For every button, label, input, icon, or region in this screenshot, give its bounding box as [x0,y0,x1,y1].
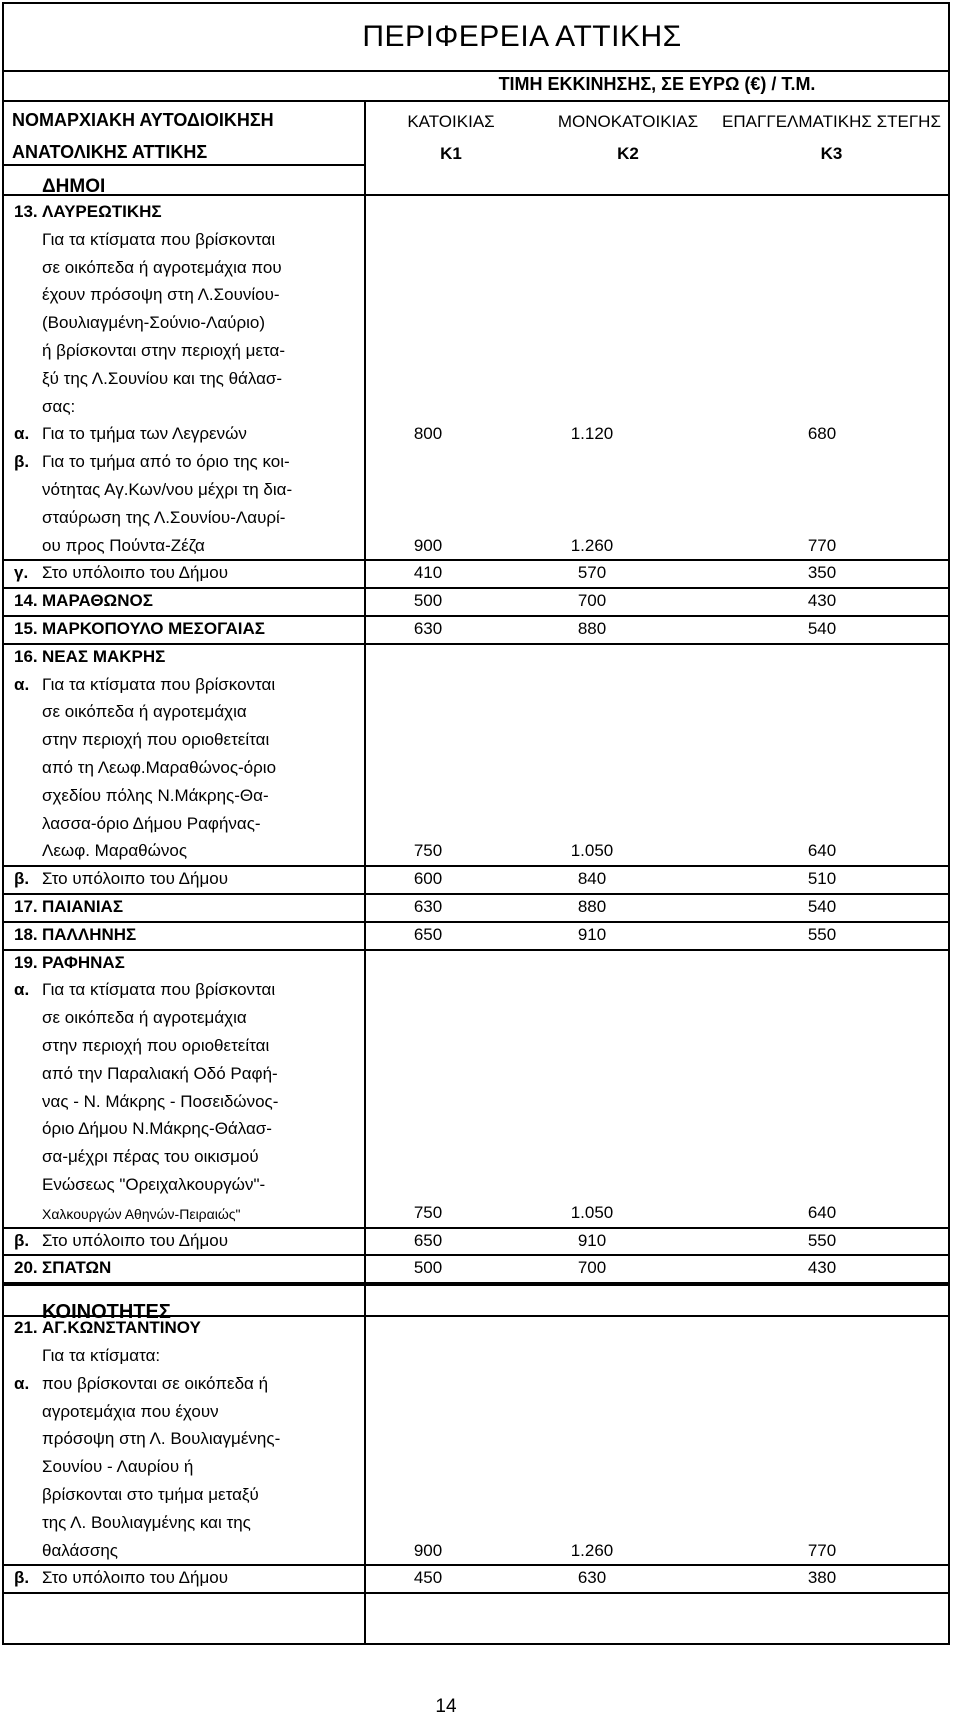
row-label: 18. [14,924,38,944]
row-label: α. [14,674,30,694]
row-description: αγροτεμάχια που έχουν [42,1401,219,1421]
value-k1: 600 [413,869,443,889]
row-description: (Βουλιαγμένη-Σούνιο-Λαύριο) [42,313,266,333]
row-description: θαλάσσης [42,1540,118,1560]
value-k1: 650 [413,1230,443,1250]
row-description: έχουν πρόσοψη στη Λ.Σουνίου- [42,285,280,305]
row-description: ΠΑΙΑΝΙΑΣ [42,897,124,916]
row-divider [4,865,950,867]
row-description: ΑΓ.ΚΩΝΣΤΑΝΤΙΝΟΥ [42,1318,201,1338]
table-subtitle: ΤΙΜΗ ΕΚΚΙΝΗΣΗΣ, ΣΕ ΕΥΡΩ (€) / Τ.Μ. [498,74,816,94]
row-description: ου προς Πούντα-Ζέζα [42,535,205,555]
row-description: Για τα κτίσματα: [42,1346,161,1365]
row-label: β. [14,1230,30,1250]
row-description: ΣΠΑΤΩΝ [42,1258,112,1278]
row-description: σχεδίου πόλης Ν.Μάκρης-Θα- [42,785,269,805]
value-k3: 430 [807,591,837,611]
value-k1: 750 [413,1202,443,1222]
row-description: ΜΑΡΑΘΩΝΟΣ [42,591,153,611]
column-header-k2: ΜΟΝΟΚΑΤΟΙΚΙΑΣ [557,112,699,131]
row-description: ΛΑΥΡΕΩΤΙΚΗΣ [42,202,162,221]
value-k2: 570 [577,563,607,583]
row-label: β. [14,1568,30,1588]
row-divider [4,1315,950,1317]
row-description: της Λ. Βουλιαγμένης και της [42,1512,251,1532]
row-description: σε οικόπεδα ή αγροτεμάχια [42,702,247,722]
row-description: Για τα κτίσματα που βρίσκονται [42,674,276,694]
row-description: από τη Λεωφ.Μαραθώνος-όριο [42,758,277,777]
region-heading-line2: ΑΝΑΤΟΛΙΚΗΣ ΑΤΤΙΚΗΣ [12,142,208,162]
row-label: α. [14,424,30,444]
value-k1: 630 [413,619,443,638]
row-description: Σουνίου - Λαυρίου ή [42,1457,194,1477]
value-k3: 550 [807,924,837,944]
value-k2: 700 [577,591,607,611]
value-k2: 1.050 [570,1202,614,1222]
value-k2: 910 [577,1230,607,1250]
row-label: 14. [14,591,38,611]
row-label: 15. [14,619,38,638]
row-description: νότητας Αγ.Κων/νου μέχρι τη δια- [42,480,293,499]
row-description: Στο υπόλοιπο του Δήμου [42,869,229,889]
row-label: 19. [14,952,38,972]
row-label: 17. [14,897,38,916]
value-k2: 1.120 [570,424,614,444]
row-label: α. [14,1373,30,1393]
value-k3: 550 [807,1230,837,1250]
row-description: ΝΕΑΣ ΜΑΚΡΗΣ [42,646,166,666]
value-k3: 430 [807,1258,837,1278]
row-label: 20. [14,1258,38,1278]
row-description: Για τα κτίσματα που βρίσκονται [42,980,276,1000]
row-divider [4,559,950,561]
value-k3: 770 [807,535,837,555]
row-description: ΠΑΛΛΗΝΗΣ [42,924,137,944]
value-k3: 540 [807,897,837,916]
row-description: ξύ της Λ.Σουνίου και της θάλασ- [42,368,283,388]
value-k2: 880 [577,897,607,916]
row-description: σας: [42,396,76,416]
row-description: βρίσκονται στο τμήμα μεταξύ [42,1485,259,1504]
value-k3: 540 [807,619,837,638]
row-description: στην περιοχή που οριοθετείται [42,730,270,750]
row-label: 21. [14,1318,38,1338]
row-label: 13. [14,202,38,221]
row-description: σε οικόπεδα ή αγροτεμάχια [42,1008,247,1028]
row-divider [4,194,950,196]
column-code-k1: Κ1 [440,144,462,163]
table-grid [4,4,950,1645]
row-description: Στο υπόλοιπο του Δήμου [42,1568,229,1588]
value-k1: 750 [413,841,443,861]
row-divider [4,100,950,102]
row-label: β. [14,452,30,472]
value-k2: 1.050 [570,841,614,861]
value-k1: 630 [413,897,443,916]
row-divider [4,1564,950,1566]
row-description: σε οικόπεδα ή αγροτεμάχια που [42,257,282,277]
page-title: ΠΕΡΙΦΕΡΕΙΑ ΑΤΤΙΚΗΣ [362,20,682,53]
value-k3: 510 [807,869,837,889]
row-description: από την Παραλιακή Οδό Ραφή- [42,1063,278,1083]
row-description: όριο Δήμου Ν.Μάκρης-Θάλασ- [42,1119,272,1139]
value-k1: 410 [413,563,443,583]
row-divider [4,1227,950,1229]
value-k1: 800 [413,424,443,444]
section-heading-koinotites: ΚΟΙΝΟΤΗΤΕΣ [42,1301,171,1323]
page-number: 14 [435,1696,457,1717]
row-divider [4,615,950,617]
column-header-k3: ΕΠΑΓΓΕΛΜΑΤΙΚΗΣ ΣΤΕΓΗΣ [722,112,941,131]
row-divider [4,1254,950,1256]
column-header-k1: ΚΑΤΟΙΚΙΑΣ [407,112,495,131]
value-k2: 1.260 [570,1540,614,1560]
column-code-k2: Κ2 [617,144,639,163]
value-k3: 640 [807,1202,837,1222]
value-k3: 680 [807,424,837,444]
value-k1: 900 [413,1540,443,1560]
row-description: νας - Ν. Μάκρης - Ποσειδώνος- [42,1091,279,1111]
value-k2: 630 [577,1568,607,1588]
row-description: Λεωφ. Μαραθώνος [42,841,188,861]
row-label: γ. [14,563,29,583]
value-k1: 500 [413,591,443,611]
row-description: ή βρίσκονται στην περιοχή μετα- [42,341,286,360]
value-k3: 350 [807,563,837,583]
row-divider [4,1284,950,1286]
column-divider [364,100,366,1645]
row-label: 16. [14,646,38,666]
row-divider [4,587,950,589]
row-description: σταύρωση της Λ.Σουνίου-Λαυρί- [42,507,286,527]
row-description: ΡΑΦΗΝΑΣ [42,952,125,972]
value-k3: 770 [807,1540,837,1560]
row-description: Για το τμήμα των Λεγρενών [42,424,247,444]
column-code-k3: Κ3 [820,144,843,163]
row-label: α. [14,980,30,1000]
row-divider [4,1592,950,1594]
value-k1: 650 [413,924,443,944]
value-k1: 500 [413,1258,443,1278]
value-k2: 1.260 [570,535,614,555]
value-k3: 640 [807,841,837,861]
row-description: Για το τμήμα από το όριο της κοι- [42,452,290,472]
row-divider [4,643,950,645]
row-description: πρόσοψη στη Λ. Βουλιαγμένης- [42,1429,281,1449]
row-description: ΜΑΡΚΟΠΟΥΛΟ ΜΕΣΟΓΑΙΑΣ [42,619,265,638]
row-description: σα-μέχρι πέρας του οικισμού [42,1147,259,1167]
row-divider [4,164,364,166]
row-description: Ενώσεως "Ορειχαλκουργών"- [42,1175,266,1194]
row-description: Στο υπόλοιπο του Δήμου [42,1230,229,1250]
row-description: Για τα κτίσματα που βρίσκονται [42,229,276,249]
row-divider [4,949,950,951]
region-heading-line1: ΝΟΜΑΡΧΙΑΚΗ ΑΥΤΟΔΙΟΙΚΗΣΗ [12,110,274,130]
row-description: Στο υπόλοιπο του Δήμου [42,563,229,583]
row-description: Χαλκουργών Αθηνών-Πειραιώς" [42,1205,241,1222]
price-table-sheet [2,2,950,1645]
row-description: στην περιοχή που οριοθετείται [42,1036,270,1055]
section-heading-dimoi: ΔΗΜΟΙ [42,176,106,197]
row-description: που βρίσκονται σε οικόπεδα ή [42,1373,269,1393]
value-k2: 840 [577,869,607,889]
value-k2: 880 [577,619,607,638]
value-k2: 910 [577,924,607,944]
value-k1: 450 [413,1568,443,1588]
row-divider [4,921,950,923]
value-k3: 380 [807,1568,837,1588]
row-label: β. [14,869,30,889]
row-divider [4,893,950,895]
value-k2: 700 [577,1258,607,1278]
row-description: λασσα-όριο Δήμου Ραφήνας- [42,813,261,833]
value-k1: 900 [413,535,443,555]
